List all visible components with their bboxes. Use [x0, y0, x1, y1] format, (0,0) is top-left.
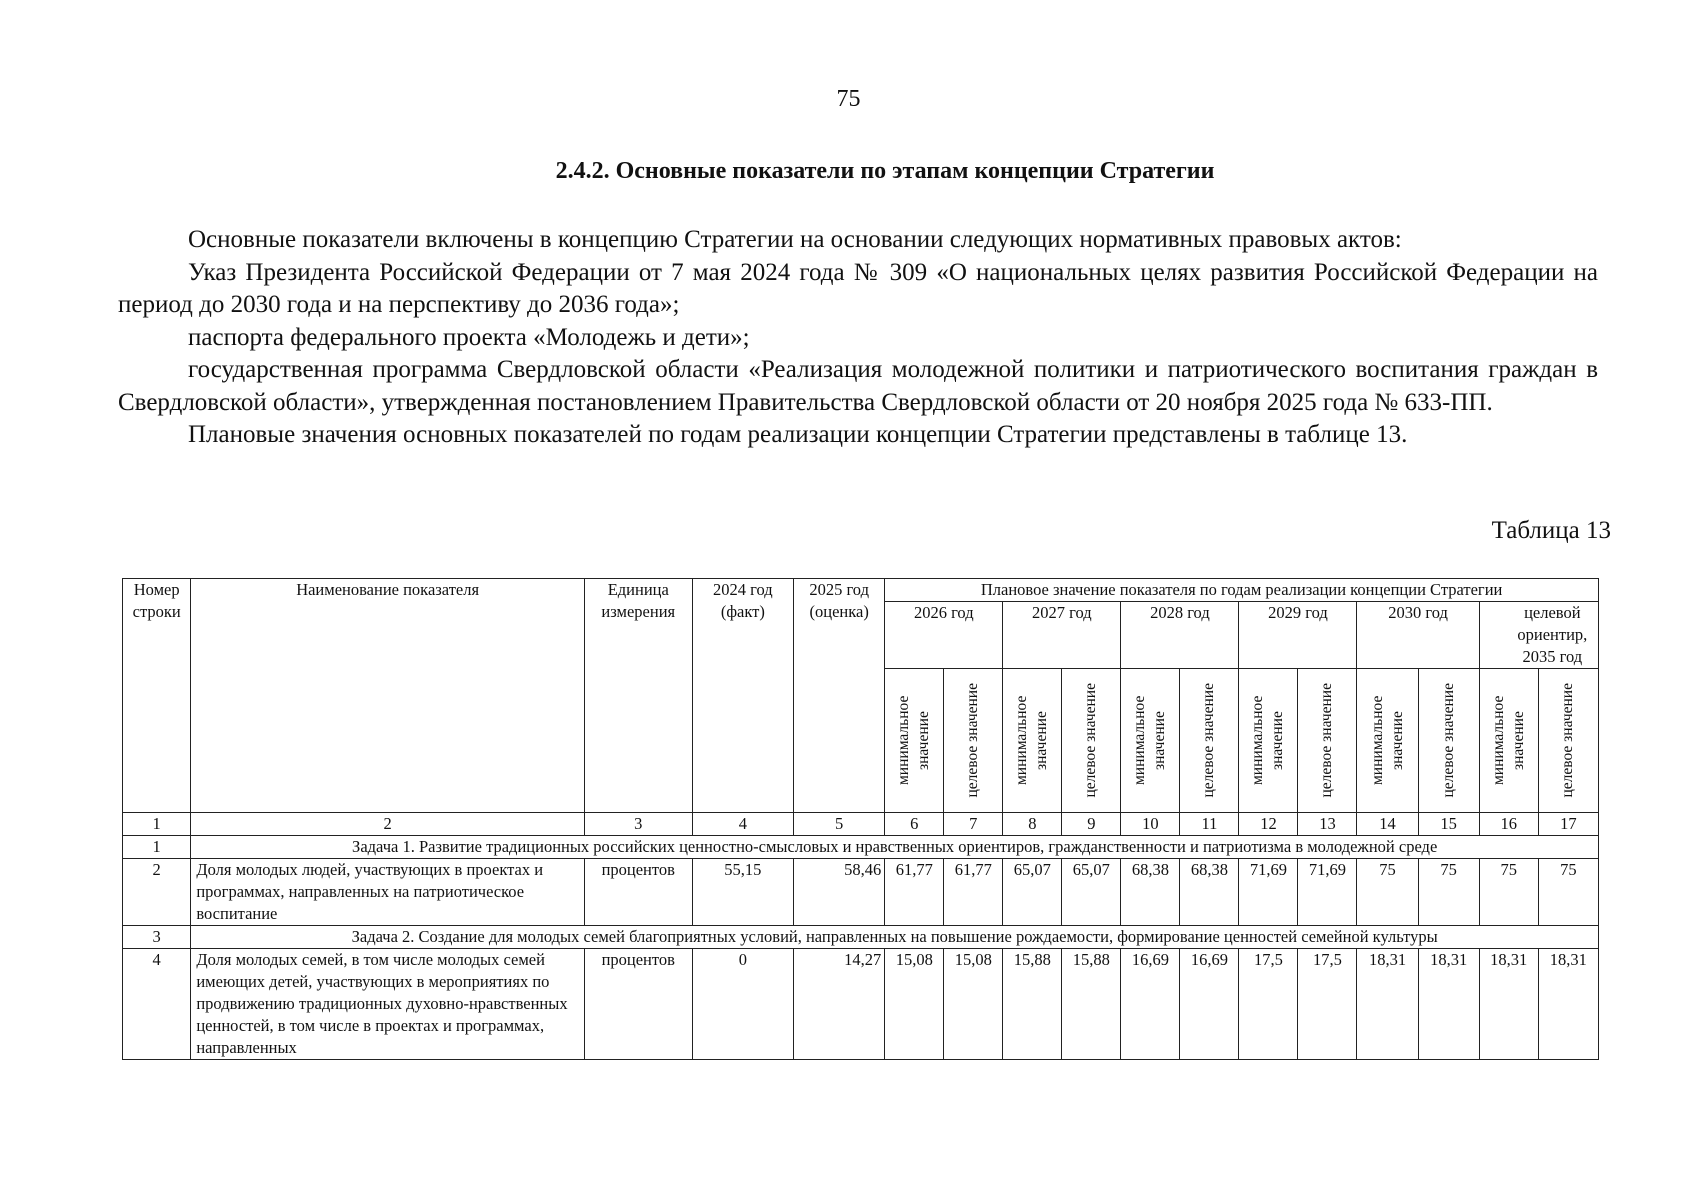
plan-value: 15,88: [1003, 949, 1062, 1060]
intro-paragraph: Указ Президента Российской Федерации от 7 мая 2024 года № 309 «О национальных целях развития Российской Федерации на период до 2030 года и на перспективу до 2036 года»;: [118, 258, 1598, 318]
task-row: [123, 836, 1599, 859]
column-number: 3: [584, 813, 692, 836]
plan-value: 68,38: [1180, 859, 1239, 926]
plan-value: 61,77: [944, 859, 1003, 926]
header-min-value: минимальное значение: [1357, 669, 1418, 813]
plan-value: 15,88: [1062, 949, 1121, 1060]
column-number: 10: [1121, 813, 1180, 836]
plan-value: 75: [1479, 859, 1538, 926]
estimate-2025-value: 14,27: [794, 949, 885, 1060]
header-plan-group: Плановое значение показателя по годам реализации концепции Стратегии: [885, 579, 1599, 602]
section-heading: 2.4.2. Основные показатели по этапам концепции Стратегии: [555, 158, 1215, 184]
column-number: 15: [1418, 813, 1479, 836]
plan-value: 75: [1418, 859, 1479, 926]
header-target-value: целевое значение: [1062, 669, 1121, 813]
header-target-value: целевое значение: [1180, 669, 1239, 813]
header-2024-fact: 2024 год (факт): [692, 579, 793, 813]
plan-value: 61,77: [885, 859, 944, 926]
column-number: 11: [1180, 813, 1239, 836]
plan-value: 18,31: [1479, 949, 1538, 1060]
column-number: 8: [1003, 813, 1062, 836]
unit-value: процентов: [584, 949, 692, 1060]
plan-value: 71,69: [1239, 859, 1298, 926]
header-indicator-name: Наименование показателя: [191, 579, 585, 813]
row-number: 2: [123, 859, 191, 926]
plan-value: 17,5: [1298, 949, 1357, 1060]
plan-value: 18,31: [1538, 949, 1598, 1060]
header-min-value: минимальное значение: [1003, 669, 1062, 813]
column-number-row: [123, 813, 1599, 836]
plan-value: 75: [1538, 859, 1598, 926]
column-number: 7: [944, 813, 1003, 836]
column-number: 12: [1239, 813, 1298, 836]
estimate-2025-value: 58,46: [794, 859, 885, 926]
header-target-value: целевое значение: [1418, 669, 1479, 813]
header-target-value: целевое значение: [944, 669, 1003, 813]
column-number: 2: [191, 813, 585, 836]
header-year: 2029 год: [1239, 602, 1357, 669]
intro-text: [118, 224, 1598, 452]
intro-paragraph: паспорта федерального проекта «Молодежь и дети»;: [188, 323, 750, 351]
unit-value: процентов: [584, 859, 692, 926]
plan-value: 68,38: [1121, 859, 1180, 926]
plan-value: 17,5: [1239, 949, 1298, 1060]
header-year: 2026 год: [885, 602, 1003, 669]
row-number: 4: [123, 949, 191, 1060]
task-row: [123, 926, 1599, 949]
intro-paragraph: государственная программа Свердловской области «Реализация молодежной политики и патриотического воспитания граждан в Свердловской области», утвержденная постановлением Правительства Свердловской области от 20 ноября 2025 года № 633-ПП.: [118, 356, 1598, 416]
header-2025-estimate: 2025 год (оценка): [794, 579, 885, 813]
column-number: 16: [1479, 813, 1538, 836]
page-number: 75: [836, 86, 861, 112]
task-title: Задача 1. Развитие традиционных российских ценностно-смысловых и нравственных ориентиров, гражданственности и патриотизма в молодежной среде: [191, 836, 1599, 859]
table-row: [123, 949, 1599, 1060]
plan-value: 16,69: [1180, 949, 1239, 1060]
fact-2024-value: 0: [692, 949, 793, 1060]
header-min-value: минимальное значение: [1479, 669, 1538, 813]
header-year: 2030 год: [1357, 602, 1479, 669]
column-number: 4: [692, 813, 793, 836]
column-number: 5: [794, 813, 885, 836]
plan-value: 71,69: [1298, 859, 1357, 926]
plan-value: 65,07: [1003, 859, 1062, 926]
indicator-name: Доля молодых семей, в том числе молодых семей имеющих детей, участвующих в мероприятиях по продвижению традиционных духовно-нравственных ценностей, в том числе в проектах и программах, направленных: [191, 949, 585, 1060]
intro-paragraph: Плановые значения основных показателей по годам реализации концепции Стратегии представлены в таблице 13.: [188, 421, 1408, 448]
header-min-value: минимальное значение: [885, 669, 944, 813]
header-unit: Единица измерения: [584, 579, 692, 813]
plan-value: 18,31: [1357, 949, 1418, 1060]
plan-value: 18,31: [1418, 949, 1479, 1060]
column-number: 17: [1538, 813, 1598, 836]
column-number: 9: [1062, 813, 1121, 836]
plan-value: 15,08: [885, 949, 944, 1060]
header-target-value: целевое значение: [1298, 669, 1357, 813]
task-title: Задача 2. Создание для молодых семей благоприятных условий, направленных на повышение рождаемости, формирование ценностей семейной культуры: [191, 926, 1599, 949]
row-number: 1: [123, 836, 191, 859]
plan-value: 65,07: [1062, 859, 1121, 926]
plan-value: 15,08: [944, 949, 1003, 1060]
plan-value: 75: [1357, 859, 1418, 926]
table-row: [123, 859, 1599, 926]
indicator-name: Доля молодых людей, участвующих в проектах и программах, направленных на патриотическое воспитание: [191, 859, 585, 926]
header-year: 2028 год: [1121, 602, 1239, 669]
column-number: 14: [1357, 813, 1418, 836]
fact-2024-value: 55,15: [692, 859, 793, 926]
plan-value: 16,69: [1121, 949, 1180, 1060]
table-label: Таблица 13: [1491, 517, 1611, 544]
intro-paragraph: Основные показатели включены в концепцию Стратегии на основании следующих нормативных правовых актов:: [188, 226, 1402, 253]
header-min-value: минимальное значение: [1239, 669, 1298, 813]
header-year: 2027 год: [1003, 602, 1121, 669]
column-number: 1: [123, 813, 191, 836]
indicators-table: [122, 578, 1599, 1060]
header-row-number: Номер строки: [123, 579, 191, 813]
header-target-value: целевое значение: [1538, 669, 1598, 813]
column-number: 13: [1298, 813, 1357, 836]
row-number: 3: [123, 926, 191, 949]
header-min-value: минимальное значение: [1121, 669, 1180, 813]
column-number: 6: [885, 813, 944, 836]
header-year-target-2035: целевой ориентир, 2035 год: [1479, 602, 1598, 669]
